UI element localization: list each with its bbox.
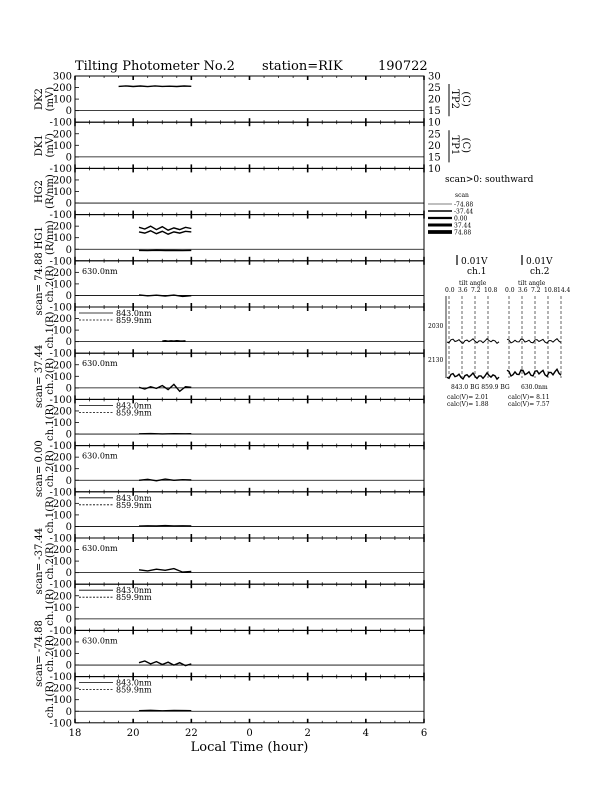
y-tick-label: -100 xyxy=(49,256,72,268)
x-axis-label: Local Time (hour) xyxy=(190,739,309,755)
y-tick-label: 0 xyxy=(65,568,72,580)
ch2-bottom-label: 630.0nm xyxy=(521,384,548,391)
legend-line-label: 843.0nm xyxy=(116,309,152,318)
y-tick-label: 0 xyxy=(65,429,72,441)
panel-frame xyxy=(75,446,424,492)
legend-line-label: 843.0nm xyxy=(116,678,152,688)
legend-line-label: 859.9nm xyxy=(116,685,152,695)
y-tick-label: 0 xyxy=(65,660,72,672)
y-axis-label: HG2(R/nm) xyxy=(34,174,56,209)
y-tick-label: 100 xyxy=(52,279,72,291)
calib-trace xyxy=(447,339,499,344)
y-axis-label: ch.1(R) xyxy=(45,496,56,534)
y-tick-label: -100 xyxy=(49,163,72,175)
panel-s1c2 xyxy=(34,252,424,315)
ch1-label: ch.1 xyxy=(467,267,487,277)
y-tick-label: 200 xyxy=(52,221,72,233)
y-axis-label: HG1(R/nm) xyxy=(34,220,56,256)
time-label: 2030 xyxy=(428,323,444,330)
x-tick-label: 2 xyxy=(304,727,311,739)
y-tick-label: 100 xyxy=(52,371,72,383)
x-tick-label: 0 xyxy=(246,727,253,739)
y-tick-label: 200 xyxy=(52,498,72,510)
series-line xyxy=(139,231,191,234)
legend-line-label: 859.9nm xyxy=(116,593,152,603)
panel-s4c1 xyxy=(45,584,424,637)
panel-legend: 630.0nm xyxy=(82,359,118,369)
y-tick-label: 0 xyxy=(65,706,72,718)
y-tick-label: 100 xyxy=(52,602,72,614)
legend-line-label: 843.0nm xyxy=(116,493,152,503)
ch1-cal: calc(V)= 1.88 xyxy=(447,401,489,408)
ch1-bottom-label: 843.0 BG 859.9 BG xyxy=(451,384,510,391)
y-tick-label: 200 xyxy=(52,637,72,649)
panel-s5c1 xyxy=(45,677,424,730)
panel-legend: 630.0nm xyxy=(82,451,118,461)
x-tick-label: 18 xyxy=(68,727,82,739)
panel-frame xyxy=(75,76,424,122)
y-axis-label: DK2(mV) xyxy=(34,86,56,112)
y-tick-label: 0 xyxy=(65,290,72,302)
y-axis-label: scan= -74.88ch.2(R) xyxy=(34,620,56,687)
y-tick-label: 0 xyxy=(65,198,72,210)
y-tick-label: 100 xyxy=(52,418,72,429)
series-line xyxy=(162,341,185,342)
y-tick-label: 100 xyxy=(52,140,72,152)
y-tick-label: -100 xyxy=(49,579,72,591)
y-tick-label: 200 xyxy=(52,83,72,95)
side-legend xyxy=(428,175,534,237)
y-tick-label: 200 xyxy=(52,267,72,279)
y-tick-label: 100 xyxy=(52,325,72,337)
y-tick-label: 100 xyxy=(52,649,72,660)
ch1-angle: 0.0 xyxy=(445,287,455,294)
side-legend-entry: -74.88 xyxy=(454,201,474,209)
panel-HG1 xyxy=(34,215,424,268)
panel-legend: 630.0nm xyxy=(82,544,118,553)
y-tick-label: 200 xyxy=(52,175,72,187)
panel-frame xyxy=(75,122,424,168)
ch2-angle: 3.6 xyxy=(518,287,528,294)
calibration-inset xyxy=(428,255,571,408)
side-legend-label: scan xyxy=(455,192,469,199)
ch2-angle: 10.8 xyxy=(544,287,558,294)
right-tick-label: 25 xyxy=(428,83,441,95)
y-axis-label: scan= 74.88ch.2(R) xyxy=(34,252,56,316)
side-legend-heading: scan>0: southward xyxy=(445,175,534,185)
y-tick-label: -100 xyxy=(49,348,72,360)
ch1-angle: 3.6 xyxy=(458,287,468,294)
right-axis-label: TP1(C) xyxy=(449,135,471,156)
series-line xyxy=(139,226,191,230)
ch1-angle: 10.8 xyxy=(484,287,498,294)
calib-trace xyxy=(507,369,561,376)
y-tick-label: -100 xyxy=(49,718,72,730)
y-tick-label: 200 xyxy=(52,360,72,372)
series-line xyxy=(139,710,191,711)
y-axis-label: scan= 37.44ch.2(R) xyxy=(34,344,56,408)
station-label: station=RIK xyxy=(262,59,343,74)
series-line xyxy=(139,526,191,527)
x-tick-label: 20 xyxy=(126,727,140,739)
panel-frame xyxy=(75,215,424,261)
y-tick-label: 0 xyxy=(65,152,72,164)
series-line xyxy=(119,86,192,87)
panel-frame xyxy=(75,538,424,584)
y-tick-label: -100 xyxy=(49,487,72,499)
y-axis-label: scan= 0.00ch.2(R) xyxy=(34,440,56,498)
legend-line-label: 859.9nm xyxy=(116,408,152,418)
ch1-cal: calc(V)= 2.01 xyxy=(447,394,489,401)
ch2-cal: calc(V)= 7.57 xyxy=(508,401,550,408)
y-tick-label: -100 xyxy=(49,533,72,545)
y-tick-label: 300 xyxy=(52,71,72,83)
x-tick-label: 6 xyxy=(420,727,428,739)
calib-trace xyxy=(507,339,561,343)
right-tick-label: 20 xyxy=(428,94,441,106)
ch2-label: ch.2 xyxy=(530,267,550,277)
side-legend-entry: 0.00 xyxy=(454,215,468,223)
ch2-cal: calc(V)= 8.11 xyxy=(508,394,550,401)
legend-line-label: 859.9nm xyxy=(116,316,152,325)
y-tick-label: 0 xyxy=(65,475,72,487)
series-line xyxy=(139,384,191,391)
panel-frame xyxy=(75,630,424,676)
y-tick-label: 100 xyxy=(52,510,72,522)
y-tick-label: 0 xyxy=(65,521,72,533)
y-tick-label: -100 xyxy=(49,210,72,222)
y-tick-label: 0 xyxy=(65,244,72,256)
chart-title: Tilting Photometer No.2 xyxy=(75,59,235,74)
y-tick-label: 200 xyxy=(52,314,72,326)
y-tick-label: 200 xyxy=(52,591,72,603)
panel-frame xyxy=(75,353,424,399)
panel-s1c1 xyxy=(45,307,424,360)
right-tick-label: 15 xyxy=(428,152,441,164)
time-label: 2130 xyxy=(428,357,444,364)
right-tick-label: 20 xyxy=(428,140,441,152)
y-tick-label: 100 xyxy=(52,695,72,707)
y-tick-label: -100 xyxy=(49,625,72,637)
tilt-label: tilt angle xyxy=(518,280,546,287)
y-axis-label: ch.1(R) xyxy=(45,404,56,441)
legend-line-label: 843.0nm xyxy=(116,586,152,596)
calib-trace xyxy=(447,373,499,379)
ch2-angle: 0.0 xyxy=(505,287,515,294)
ch2-angle: 14.4 xyxy=(557,287,571,294)
y-tick-label: -100 xyxy=(49,394,72,406)
series-line xyxy=(139,569,191,573)
ch1-scale: 0.01V xyxy=(461,257,488,267)
y-axis-label: scan= -37.44ch.2(R) xyxy=(34,527,56,595)
y-tick-label: -100 xyxy=(49,672,72,684)
y-tick-label: 200 xyxy=(52,452,72,464)
legend-line-label: 859.9nm xyxy=(116,500,152,510)
right-tick-label: 30 xyxy=(428,71,441,83)
panel-s2c2 xyxy=(34,344,424,411)
x-tick-label: 4 xyxy=(362,727,370,739)
y-tick-label: -100 xyxy=(49,302,72,314)
side-legend-entry: -37.44 xyxy=(454,208,474,216)
right-tick-label: 15 xyxy=(428,106,441,118)
right-tick-label: 10 xyxy=(428,117,441,129)
side-legend-entry: 74.88 xyxy=(454,229,472,237)
panel-legend: 630.0nm xyxy=(82,636,118,646)
y-tick-label: 0 xyxy=(65,614,72,626)
y-axis-label: ch.1(R) xyxy=(45,681,56,719)
ch1-angle: 7.2 xyxy=(471,287,481,294)
panel-frame xyxy=(75,261,424,307)
tilt-label: tilt angle xyxy=(459,280,487,287)
right-tick-label: 25 xyxy=(428,129,441,141)
y-tick-label: 100 xyxy=(52,464,72,476)
panel-DK1 xyxy=(34,122,471,175)
y-tick-label: 100 xyxy=(52,233,72,245)
panel-s2c1 xyxy=(45,399,424,452)
legend-line-label: 843.0nm xyxy=(116,401,152,411)
y-tick-label: 100 xyxy=(52,556,72,568)
panel-s3c2 xyxy=(34,440,424,498)
y-tick-label: 200 xyxy=(52,545,72,557)
y-tick-label: 200 xyxy=(52,683,72,695)
y-tick-label: 0 xyxy=(65,383,72,395)
y-tick-label: -100 xyxy=(49,441,72,453)
right-tick-label: 10 xyxy=(428,163,441,175)
ch2-angle: 7.2 xyxy=(531,287,541,294)
y-tick-label: 0 xyxy=(65,106,72,118)
panel-legend: 630.0nm xyxy=(82,266,118,276)
y-axis-label: ch.1(R) xyxy=(45,311,56,349)
panel-HG2 xyxy=(34,168,424,221)
y-tick-label: -100 xyxy=(49,117,72,129)
side-legend-entry: 37.44 xyxy=(454,222,472,230)
y-axis-label: ch.1(R) xyxy=(45,588,56,626)
y-tick-label: 100 xyxy=(52,94,72,106)
panel-s3c1 xyxy=(45,492,424,545)
panel-frame xyxy=(75,168,424,214)
x-tick-label: 22 xyxy=(184,727,198,739)
date-label: 190722 xyxy=(378,59,428,74)
y-axis-label: DK1(mV) xyxy=(34,133,56,158)
y-tick-label: 200 xyxy=(52,129,72,141)
ch2-scale: 0.01V xyxy=(526,257,553,267)
y-tick-label: 200 xyxy=(52,406,72,418)
right-axis-label: TP2(C) xyxy=(449,89,471,109)
y-tick-label: 100 xyxy=(52,187,72,198)
y-tick-label: 0 xyxy=(65,337,72,349)
